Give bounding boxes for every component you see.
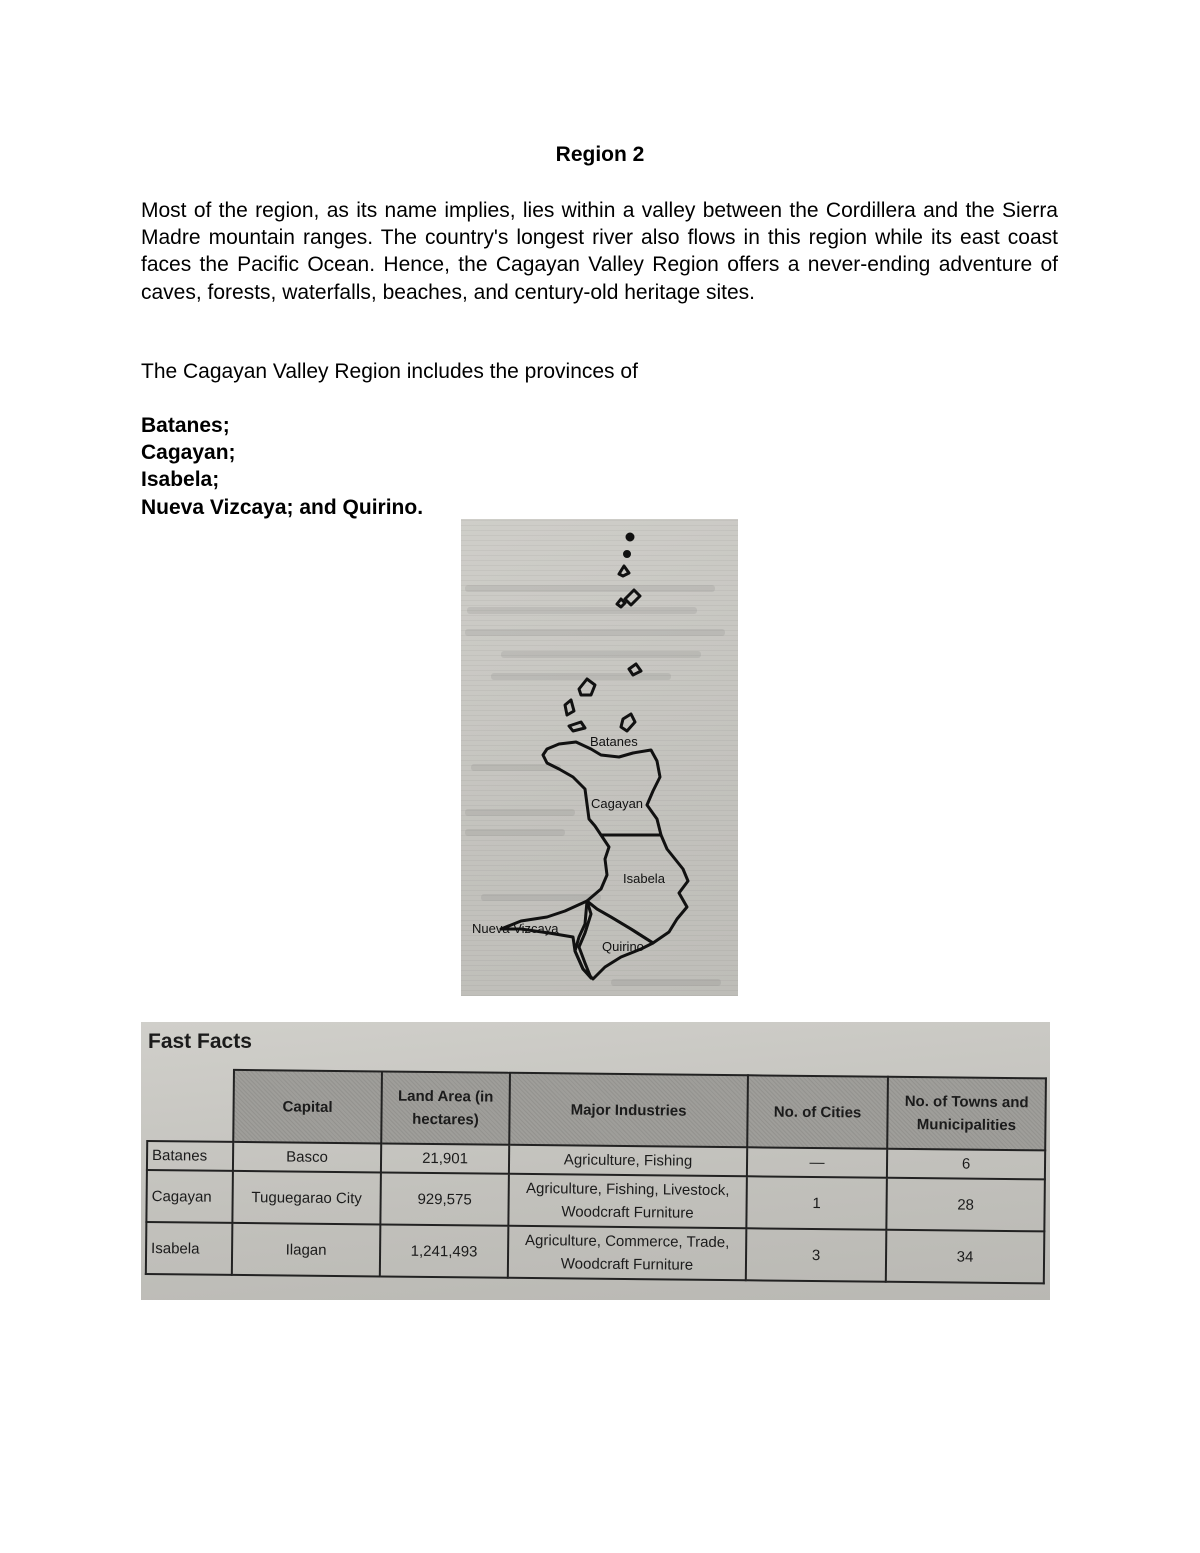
capital-cell: Ilagan bbox=[232, 1223, 381, 1277]
industries-cell: Agriculture, Fishing, Livestock, Woodcraft Furniture bbox=[508, 1174, 747, 1228]
capital-cell: Basco bbox=[233, 1142, 381, 1173]
map-label-batanes: Batanes bbox=[590, 734, 638, 749]
industries-cell: Agriculture, Fishing bbox=[509, 1145, 747, 1176]
region-map bbox=[461, 519, 738, 996]
province-item: Batanes; bbox=[141, 414, 230, 437]
provinces-lead-paragraph: The Cagayan Valley Region includes the provinces of bbox=[141, 360, 638, 383]
province-item: Nueva Vizcaya; and Quirino. bbox=[141, 495, 424, 519]
towns-cell: 34 bbox=[886, 1230, 1045, 1284]
region-map-photo bbox=[461, 519, 738, 996]
fast-facts-table bbox=[145, 1068, 1047, 1284]
land-area-cell: 21,901 bbox=[381, 1143, 509, 1173]
batanes-island bbox=[579, 679, 595, 695]
table-row bbox=[146, 1222, 1044, 1283]
province-cell: Cagayan bbox=[146, 1170, 233, 1223]
column-header: Major Industries bbox=[509, 1073, 748, 1147]
column-header: Capital bbox=[233, 1070, 382, 1144]
cagayan-province bbox=[543, 742, 661, 835]
column-header: Land Area (in hectares) bbox=[381, 1071, 510, 1144]
provinces-list bbox=[141, 412, 423, 521]
land-area-cell: 1,241,493 bbox=[380, 1224, 509, 1277]
intro-paragraph: Most of the region, as its name implies, lies within a valley between the Cordillera and the Sierra Madre mountain ranges. The country's longest river also flows in this region while its east coast faces the Pacific Ocean. Hence, the Cagayan Valley Region offers a never-ending adventure of caves, forests, waterfalls, beaches, and century-old heritage sites. bbox=[141, 199, 1058, 304]
cities-cell: 1 bbox=[746, 1176, 887, 1229]
column-header: No. of Cities bbox=[747, 1075, 888, 1148]
batanes-island bbox=[617, 599, 625, 607]
fast-facts-photo bbox=[141, 1022, 1050, 1300]
column-header: No. of Towns and Municipalities bbox=[887, 1077, 1046, 1151]
batanes-island bbox=[619, 566, 629, 576]
towns-cell: 28 bbox=[886, 1178, 1045, 1232]
province-cell: Isabela bbox=[146, 1222, 233, 1275]
province-item: Isabela; bbox=[141, 468, 220, 492]
province-cell: Batanes bbox=[147, 1141, 233, 1171]
batanes-island bbox=[625, 552, 630, 557]
batanes-island bbox=[569, 722, 585, 731]
batanes-island bbox=[629, 664, 641, 675]
batanes-island bbox=[625, 590, 640, 605]
capital-cell: Tuguegarao City bbox=[232, 1171, 381, 1225]
map-label-nueva-vizcaya: Nueva Vizcaya bbox=[472, 921, 559, 936]
map-label-quirino: Quirino bbox=[602, 939, 644, 954]
header-blank-cell bbox=[147, 1069, 234, 1142]
map-label-cagayan: Cagayan bbox=[591, 796, 644, 811]
cities-cell: 3 bbox=[746, 1228, 887, 1281]
towns-cell: 6 bbox=[887, 1149, 1045, 1180]
batanes-island bbox=[627, 534, 633, 540]
province-item: Cagayan; bbox=[141, 441, 236, 465]
land-area-cell: 929,575 bbox=[380, 1172, 509, 1225]
batanes-island bbox=[621, 714, 635, 731]
table-header-row bbox=[147, 1069, 1046, 1150]
cities-cell: — bbox=[747, 1147, 887, 1177]
isabela-province bbox=[587, 835, 688, 943]
map-label-isabela: Isabela bbox=[623, 871, 665, 886]
fast-facts-title: Fast Facts bbox=[148, 1030, 252, 1053]
table-row bbox=[146, 1170, 1044, 1231]
industries-cell: Agriculture, Commerce, Trade, Woodcraft Furniture bbox=[508, 1226, 747, 1280]
page-title: Region 2 bbox=[555, 143, 645, 166]
batanes-island bbox=[565, 700, 574, 715]
